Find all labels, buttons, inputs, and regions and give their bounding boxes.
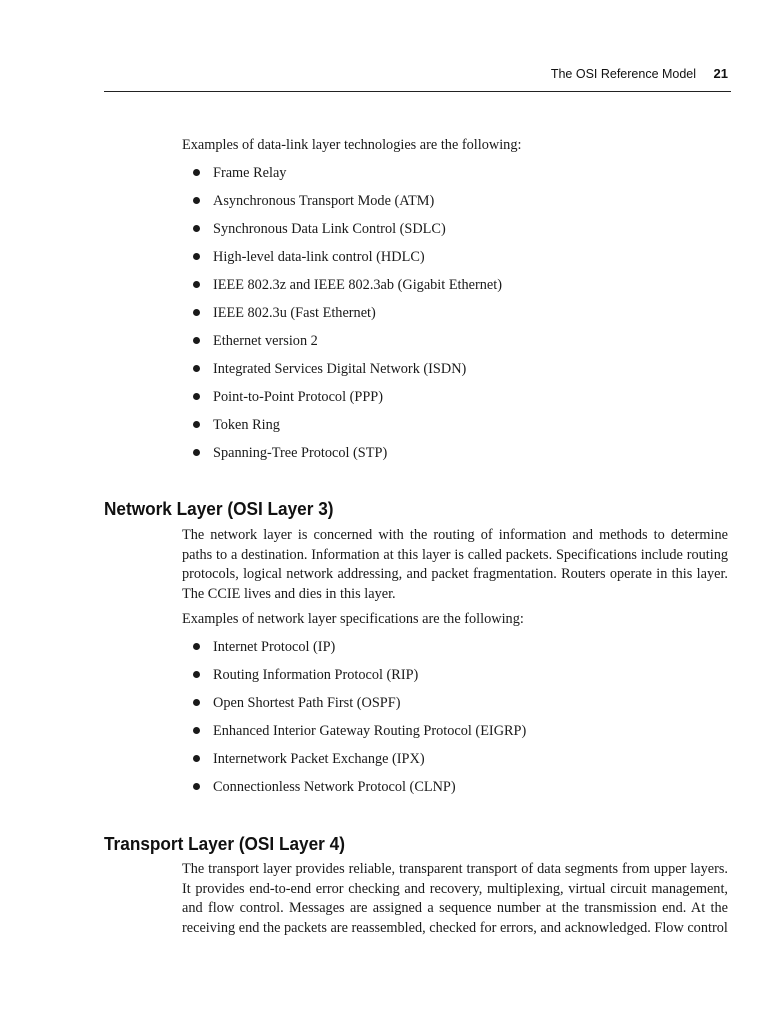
list-item-text: Frame Relay xyxy=(213,165,287,181)
list-item xyxy=(182,694,722,722)
list-item xyxy=(182,444,722,472)
bullet-icon xyxy=(193,393,200,400)
network-paragraph-text: The network layer is concerned with the routing of information and methods to determine paths to a destination. Information at this layer is called packets. Specifications include routing protocols, logical network addressing, and packet fragmentation. Routers operate in this layer. The CCIE lives and dies in this layer. xyxy=(182,527,728,602)
datalink-list xyxy=(182,164,722,472)
bullet-icon xyxy=(193,643,200,650)
list-item-text: Asynchronous Transport Mode (ATM) xyxy=(213,193,435,209)
bullet-icon xyxy=(193,783,200,790)
list-item xyxy=(182,220,722,248)
bullet-icon xyxy=(193,421,200,428)
list-item xyxy=(182,666,722,694)
bullet-icon xyxy=(193,169,200,176)
bullet-icon xyxy=(193,449,200,456)
list-item-text: Token Ring xyxy=(213,417,280,433)
list-item-text: Open Shortest Path First (OSPF) xyxy=(213,695,401,711)
bullet-icon xyxy=(193,727,200,734)
datalink-intro xyxy=(182,136,728,156)
list-item-text: Internet Protocol (IP) xyxy=(213,639,336,655)
list-item xyxy=(182,360,722,388)
list-item-text: Ethernet version 2 xyxy=(213,333,318,349)
section-heading-transport: Transport Layer (OSI Layer 4) xyxy=(104,833,345,854)
bullet-icon xyxy=(193,755,200,762)
list-item-text: Synchronous Data Link Control (SDLC) xyxy=(213,221,446,237)
running-header xyxy=(551,66,728,81)
list-item xyxy=(182,388,722,416)
bullet-icon xyxy=(193,281,200,288)
list-item xyxy=(182,248,722,276)
page-number: 21 xyxy=(713,66,728,81)
list-item xyxy=(182,276,722,304)
list-item xyxy=(182,778,722,806)
bullet-icon xyxy=(193,699,200,706)
bullet-icon xyxy=(193,671,200,678)
list-item xyxy=(182,332,722,360)
bullet-icon xyxy=(193,225,200,232)
list-item-text: Routing Information Protocol (RIP) xyxy=(213,667,419,683)
network-intro xyxy=(182,610,728,630)
network-intro-text: Examples of network layer specifications are the following: xyxy=(182,611,524,627)
transport-paragraph-text: The transport layer provides reliable, transparent transport of data segments from upper layers. It provides end-to-end error checking and recovery, multiplexing, virtual circuit management, and flow control. Messages are assigned a sequence number at the transmission end. At the receiving end the packets are reassembled, checked for errors, and acknowledged. Flow control xyxy=(182,861,728,936)
header-rule xyxy=(104,91,731,92)
network-paragraph xyxy=(182,526,728,604)
list-item xyxy=(182,192,722,220)
list-item xyxy=(182,304,722,332)
bullet-icon xyxy=(193,337,200,344)
list-item xyxy=(182,638,722,666)
bullet-icon xyxy=(193,309,200,316)
list-item xyxy=(182,722,722,750)
bullet-icon xyxy=(193,365,200,372)
datalink-intro-text: Examples of data-link layer technologies are the following: xyxy=(182,137,522,153)
list-item-text: Point-to-Point Protocol (PPP) xyxy=(213,389,383,405)
list-item-text: Enhanced Interior Gateway Routing Protocol (EIGRP) xyxy=(213,723,527,739)
list-item xyxy=(182,750,722,778)
bullet-icon xyxy=(193,197,200,204)
list-item-text: High-level data-link control (HDLC) xyxy=(213,249,425,265)
list-item-text: Integrated Services Digital Network (ISDN) xyxy=(213,361,467,377)
list-item-text: IEEE 802.3u (Fast Ethernet) xyxy=(213,305,376,321)
list-item xyxy=(182,164,722,192)
list-item-text: Connectionless Network Protocol (CLNP) xyxy=(213,779,456,795)
list-item xyxy=(182,416,722,444)
list-item-text: Internetwork Packet Exchange (IPX) xyxy=(213,751,425,767)
network-list xyxy=(182,638,722,806)
running-title: The OSI Reference Model xyxy=(550,67,697,81)
list-item-text: IEEE 802.3z and IEEE 802.3ab (Gigabit Ethernet) xyxy=(213,277,503,293)
bullet-icon xyxy=(193,253,200,260)
list-item-text: Spanning-Tree Protocol (STP) xyxy=(213,445,388,461)
section-heading-network: Network Layer (OSI Layer 3) xyxy=(104,498,334,519)
transport-paragraph xyxy=(182,860,728,938)
